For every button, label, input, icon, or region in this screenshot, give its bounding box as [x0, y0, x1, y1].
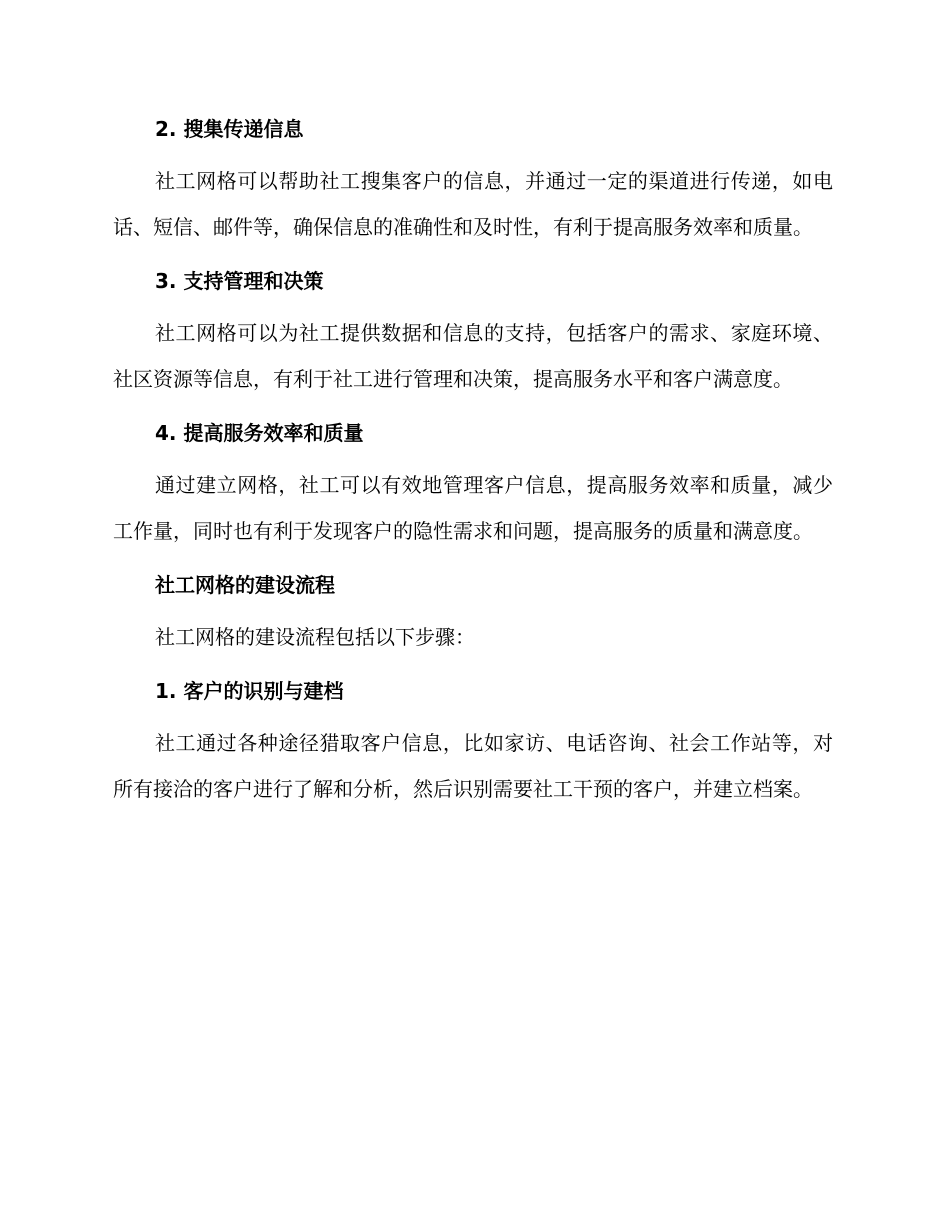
paragraph-improve-efficiency: 通过建立网格，社工可以有效地管理客户信息，提高服务效率和质量，减少工作量，同时也有利于发现客户的隐性需求和问题，提高服务的质量和满意度。: [113, 473, 833, 543]
document-body: [113, 108, 833, 822]
paragraph-client-identification: 社工通过各种途径猎取客户信息，比如家访、电话咨询、社会工作站等，对所有接洽的客户进行了解和分析，然后识别需要社工干预的客户，并建立档案。: [113, 731, 833, 801]
section-heading-client-identification: 1. 客户的识别与建档: [155, 679, 344, 703]
paragraph-support-decision: 社工网格可以为社工提供数据和信息的支持，包括客户的需求、家庭环境、社区资源等信息，有利于社工进行管理和决策，提高服务水平和客户满意度。: [113, 321, 833, 391]
section-heading-build-process: 社工网格的建设流程: [155, 573, 335, 597]
paragraph-collect-info: 社工网格可以帮助社工搜集客户的信息，并通过一定的渠道进行传递，如电话、短信、邮件等，确保信息的准确性和及时性，有利于提高服务效率和质量。: [113, 169, 833, 239]
section-heading-collect-info: 2. 搜集传递信息: [155, 117, 304, 141]
section-heading-improve-efficiency: 4. 提高服务效率和质量: [155, 421, 364, 445]
section-heading-support-decision: 3. 支持管理和决策: [155, 269, 324, 293]
paragraph-build-process-intro: 社工网格的建设流程包括以下步骤：: [155, 625, 475, 649]
